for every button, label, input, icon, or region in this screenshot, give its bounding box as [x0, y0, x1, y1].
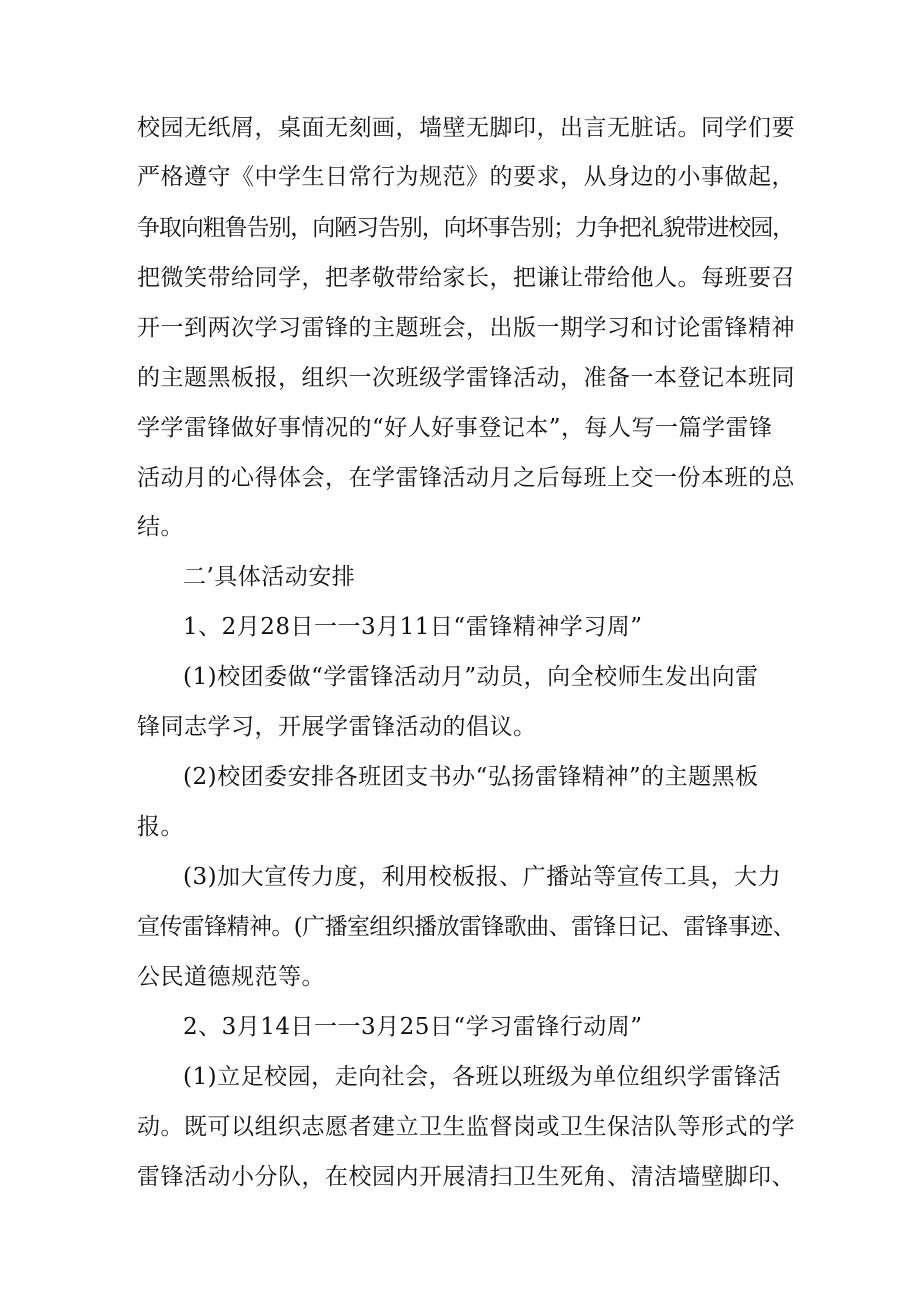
paragraph-line: (1)立足校园，走向社会，各班以班级为单位组织学雷锋活	[183, 1064, 782, 1090]
paragraph-line: 校园无纸屑，桌面无刻画，墙壁无脚印，出言无脏话。同学们要	[137, 115, 795, 141]
paragraph-line: 锋同志学习，开展学雷锋活动的倡议。	[137, 714, 537, 740]
paragraph-line: 争取向粗鲁告别，向陋习告别，向坏事告别；力争把礼貌带进校园，	[137, 215, 795, 241]
paragraph-line: 报。	[137, 814, 184, 840]
paragraph-line: 的主题黑板报，组织一次班级学雷锋活动，准备一本登记本班同	[137, 365, 795, 391]
paragraph-line: 把微笑带给同学，把孝敬带给家长，把谦让带给他人。每班要召	[137, 265, 795, 291]
paragraph-line: 动。既可以组织志愿者建立卫生监督岗或卫生保洁队等形式的学	[137, 1114, 795, 1140]
subsection-heading: 2、3月14日一一3月25日“学习雷锋行动周”	[183, 1014, 643, 1040]
section-heading: 二’具体活动安排	[183, 564, 356, 590]
paragraph-line: (2)校团委安排各班团支书办“弘扬雷锋精神”的主题黑板	[183, 764, 759, 790]
paragraph-line: 开一到两次学习雷锋的主题班会，出版一期学习和讨论雷锋精神	[137, 315, 795, 341]
paragraph-line: (1)校团委做“学雷锋活动月”动员，向全校师生发出向雷	[183, 664, 759, 690]
subsection-heading: 1、2月28日一一3月11日“雷锋精神学习周”	[183, 614, 643, 640]
paragraph-line: 严格遵守《中学生日常行为规范》的要求，从身边的小事做起，	[137, 164, 795, 190]
paragraph-line: 活动月的心得体会，在学雷锋活动月之后每班上交一份本班的总	[137, 465, 795, 491]
paragraph-line: 学学雷锋做好事情况的“好人好事登记本”，每人写一篇学雷锋	[137, 415, 773, 441]
paragraph-line: (3)加大宣传力度，利用校板报、广播站等宣传工具，大力	[183, 864, 782, 890]
paragraph-line: 公民道德规范等。	[137, 964, 325, 990]
paragraph-line: 雷锋活动小分队，在校园内开展清扫卫生死角、清洁墙壁脚印、	[137, 1164, 795, 1190]
paragraph-line: 宣传雷锋精神。(广播室组织播放雷锋歌曲、雷锋日记、雷锋事迹、	[137, 914, 795, 940]
paragraph-line: 结。	[137, 514, 184, 540]
